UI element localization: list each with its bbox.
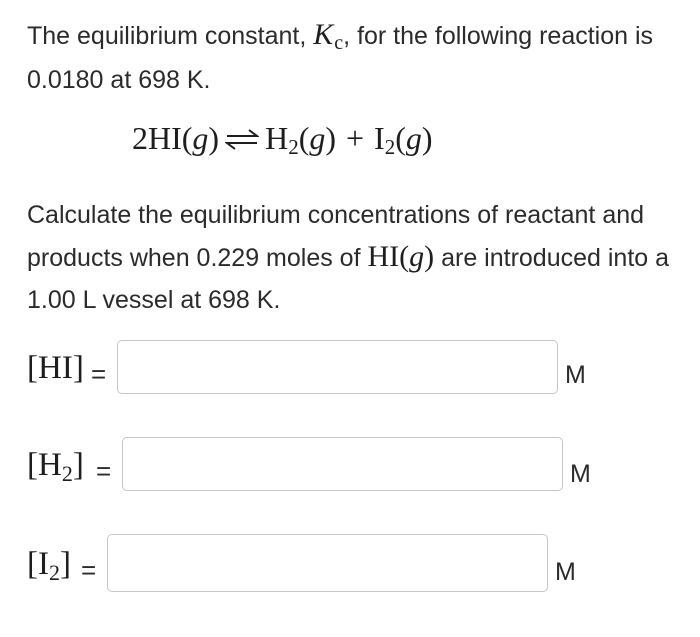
unit-label: M [570, 460, 591, 488]
intro-text-start: The equilibrium constant, [27, 22, 314, 50]
answer-row-i2 [27, 534, 667, 594]
answer-label-h2: $[H_2]$ [27, 447, 84, 486]
product1-formula: H [265, 120, 289, 156]
unit-label: M [565, 361, 586, 389]
plus-sign: + [346, 120, 365, 156]
reactant-formula: 2HI [132, 120, 182, 156]
question-text-end: are introduced into a 1.00 L vessel at 698 K. [27, 244, 670, 314]
reaction-equation: 2HI(g) $H_2(g) + I_2(g)$ [132, 120, 433, 159]
h2-concentration-input[interactable] [122, 437, 563, 491]
unit-label: M [555, 558, 576, 586]
answer-label-i2: $[I_2]$ [27, 546, 71, 585]
intro-text-end: , for the following reaction is 0.0180 at 698 K. [27, 22, 654, 94]
equilibrium-arrow-icon [225, 128, 259, 150]
product2-subscript: 2 [384, 135, 396, 159]
equals-sign: = [91, 359, 107, 389]
hi-concentration-input[interactable] [117, 340, 558, 394]
answer-row-h2 [27, 437, 667, 497]
kc-subscript: c [334, 32, 344, 54]
intro-text [27, 14, 687, 101]
question-species-phase: g [409, 240, 425, 273]
reactant-paren-open: ( [181, 120, 193, 156]
answer-label-hi-formula: HI [38, 350, 73, 386]
answer-label-i2-formula: I [38, 546, 49, 582]
answer-label-h2-subscript: 2 [61, 461, 73, 486]
answer-label-hi: [HI] [27, 350, 84, 386]
answer-label-h2-formula: H [38, 447, 62, 483]
product2-phase: g [405, 120, 422, 156]
i2-concentration-input[interactable] [107, 534, 548, 592]
question-species-formula: HI [367, 240, 400, 273]
product1-phase: g [309, 120, 326, 156]
equals-sign: = [96, 456, 112, 486]
equals-sign: = [81, 555, 97, 585]
product1-subscript: 2 [288, 135, 299, 159]
reactant-phase: g [192, 120, 209, 156]
kc-symbol: K [313, 18, 334, 51]
question-text-start: Calculate the equilibrium concentrations of reactant and products when 0.229 moles of [27, 201, 645, 272]
question-text [27, 194, 695, 321]
answer-label-i2-subscript: 2 [49, 560, 60, 585]
question-species: HI(g) [367, 240, 435, 273]
reactant-paren-close: ) [208, 120, 220, 156]
answer-row-hi [27, 340, 667, 400]
product2-formula: I [374, 120, 385, 156]
